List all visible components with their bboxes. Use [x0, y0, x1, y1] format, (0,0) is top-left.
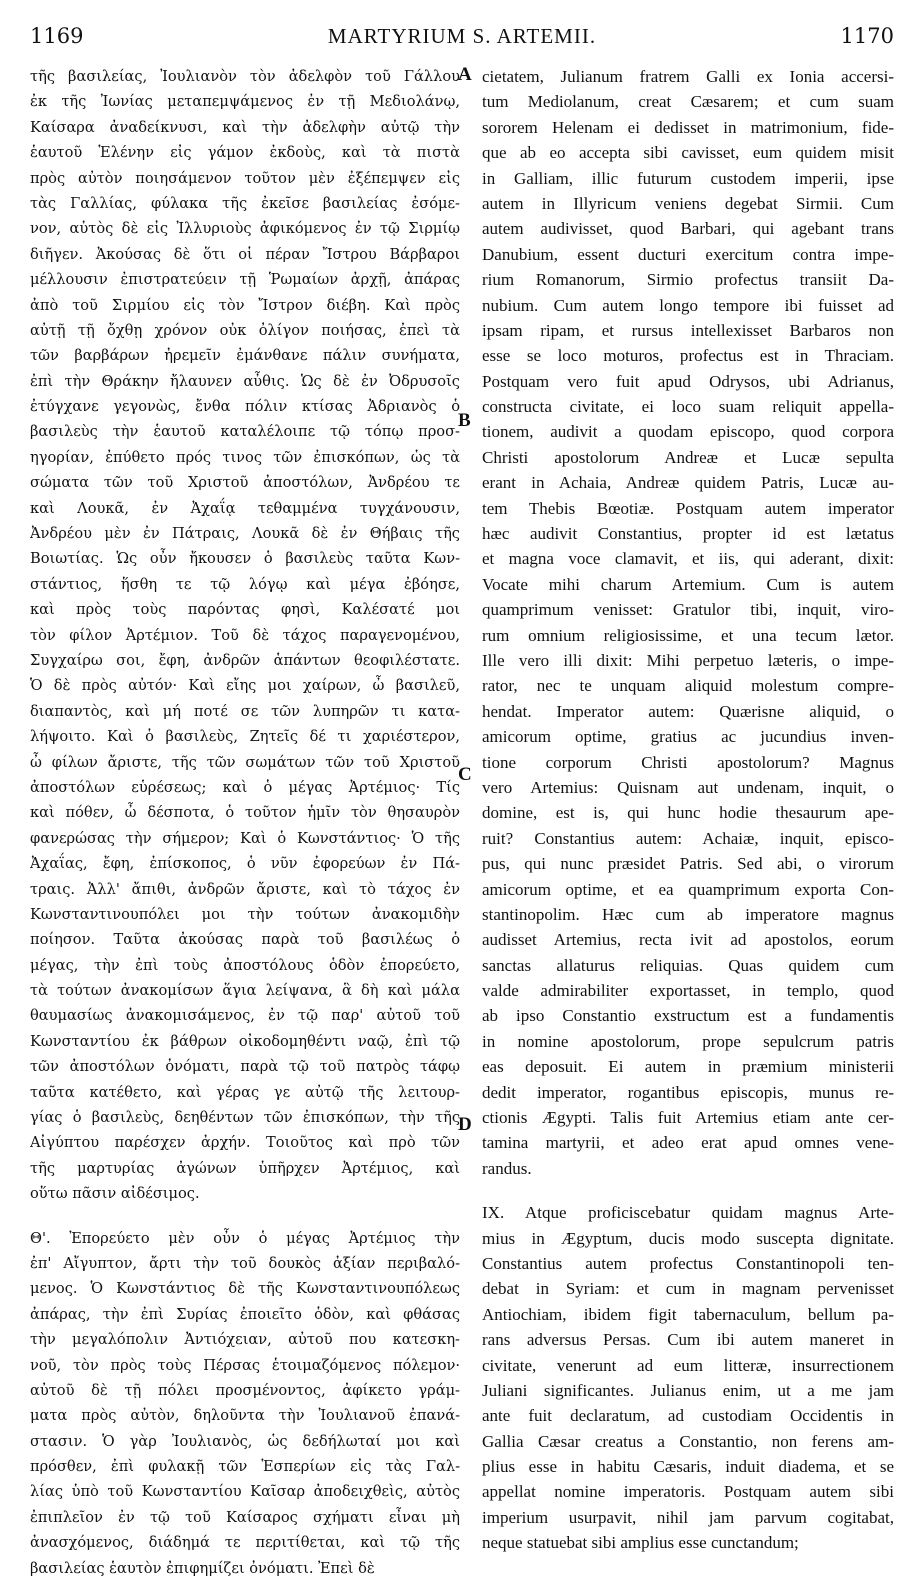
greek-text-line: θαυμασίως ἀνακομισάμενος, ἐν τῷ παρ' αὐτοῦ τοῦ [30, 1007, 460, 1025]
latin-text-line: amicorum optime, gratius ac jucundius inven- [482, 727, 894, 747]
latin-text-line: dedit imperator, rogantibus episcopis, munus re- [482, 1082, 894, 1102]
greek-text-line: ἐπ' Αἴγυπτον, ἄρτι τὴν τοῦ δουκὸς ἀξίαν περιβαλό- [30, 1254, 460, 1272]
greek-text-line: τῆς βασιλείας, Ἰουλιανὸν τὸν ἀδελφὸν τοῦ Γάλλου [30, 68, 460, 85]
greek-text-line: μέλλουσιν ἐπιστρατεύειν τῇ Ῥωμαίων ἀρχῇ, ἀπάρας [30, 271, 460, 289]
latin-text-line: Constantius autem profectus Constantinopoli ten- [482, 1253, 894, 1273]
latin-text-line: sororem Helenam ei dedisset in matrimonium, fide- [482, 117, 894, 137]
greek-text-line: ηγορίαν, ἐπύθετο πρός τινος τῶν ἐπισκόπων, ὡς τὰ [30, 448, 460, 466]
latin-text-line: rum omnium religiosissime, et una tecum lætor. [482, 625, 894, 645]
margin-marker-b: B [458, 410, 471, 431]
latin-text-line: Ille vero illi dixit: Mihi perpetuo læteris, o impe- [482, 650, 894, 670]
latin-text-line: eas deposuit. Ei autem in præmium ministerii [482, 1057, 894, 1077]
greek-text-line: μενος. Ὁ Κωνστάντιος δὲ τῆς Κωνσταντινουπόλεως [30, 1280, 460, 1298]
greek-text-line: νον, αὐτὸς δὲ εἰς Ἰλλυριοὺς ἀφικόμενος ἐν τῷ Σιρμίῳ [30, 220, 460, 238]
greek-text-line: Θ'. Ἐπορεύετο μὲν οὖν ὁ μέγας Ἀρτέμιος τὴν [30, 1229, 460, 1247]
greek-text-line: ὦ φίλων ἄριστε, τῆς τῶν σωμάτων τῶν τοῦ Χριστοῦ [30, 753, 460, 771]
latin-text-line: tamina martyrii, et adeo erat apud omnes vene- [482, 1133, 894, 1153]
latin-text-line: imperium usurpavit, nihil jam parvum cogitabat, [482, 1507, 894, 1527]
latin-text-line: randus. [482, 1158, 532, 1178]
greek-text-line: ἐπιπλεῖον ἐν τῷ τοῦ Καίσαρος σχήματι εἶναι μὴ [30, 1508, 460, 1526]
greek-text-line: ματα πρὸς αὐτὸν, δηλοῦντα τὴν Ἰουλιανοῦ ἐπανά- [30, 1407, 460, 1425]
greek-text-line: νοῦ, τὸν πρὸς τοὺς Πέρσας ἑτοιμαζόμενος πόλεμον· [30, 1356, 460, 1374]
greek-text-line: καὶ πόθεν, ὦ δέσποτα, ὁ τοῦτον ἡμῖν τὸν θησαυρὸν [30, 804, 460, 822]
greek-text-line: ἀπὸ τοῦ Σιρμίου εἰς τὸν Ἴστρον διέβη. Καὶ πρὸς [30, 296, 460, 314]
latin-text-line: tionem, audivit a quodam episcopo, quod corpora [482, 422, 894, 442]
latin-text-line: Vocate mihi charum Artemium. Cum is autem [482, 574, 894, 594]
greek-text-line: καὶ Λουκᾶ, ἐν Ἀχαΐᾳ τεθαμμένα τυγχάνουσιν, [30, 499, 460, 517]
latin-text-line: Juliani significantes. Julianus enim, ut a me jam [482, 1380, 894, 1400]
greek-text-line: διῆγεν. Ἀκούσας δὲ ὅτι οἱ πέραν Ἴστρου Βάρβαροι [30, 245, 460, 263]
paragraph-gap [482, 1181, 894, 1200]
greek-text-line: στάντιος, ἥσθη τε τῷ λόγῳ καὶ μέγα ἐβόησε, [30, 575, 460, 593]
greek-text-line: ἑαυτοῦ Ἑλένην εἰς γάμον ἐκδοὺς, καὶ τὰ πιστὰ [30, 144, 460, 162]
greek-text-line: τῶν βαρβάρων ἠρεμεῖν ἐμάνθανε πάλιν συνήματα, [30, 347, 460, 365]
greek-text-line: τῆς μαρτυρίας ἀγώνων ὑπῆρχεν Ἀρτέμιος, καὶ [30, 1159, 460, 1177]
greek-text-line: ἀνασχόμενος, διάδημά τε περιτίθεται, καὶ τῷ τῆς [30, 1534, 460, 1552]
latin-text-line: autem audivisset, quod Barbari, qui agebant trans [482, 219, 894, 239]
greek-text-line: Ἀνδρέου μὲν ἐν Πάτραις, Λουκᾶ δὲ ἐν Θήβαις τῆς [30, 525, 460, 543]
latin-text-line: ipsam ripam, et rursus intellexisset Barbaros non [482, 320, 894, 340]
latin-text-line: cietatem, Julianum fratrem Galli ex Ionia accersi- [482, 67, 894, 86]
latin-text-line: in Galliam, illic futurum custodem imperii, ipse [482, 168, 894, 188]
latin-text-line: hendat. Imperator autem: Quærisne aliquid, o [482, 701, 894, 721]
latin-text-line: rans adversus Persas. Cum ibi autem maneret in [482, 1330, 894, 1350]
latin-text-line: Gallia Cæsar creatus a Constantio, non ferens am- [482, 1431, 894, 1451]
greek-text-line: οὕτω πᾶσιν αἰδέσιμος. [30, 1185, 200, 1203]
latin-text-line: constructa civitate, ei loco suam reliquit appella- [482, 397, 894, 417]
greek-text-line: τραις. Ἀλλ' ἄπιθι, ἀνδρῶν ἄριστε, καὶ τὸ τάχος ἐν [30, 880, 460, 898]
greek-text-line: καὶ πρὸς τοὺς παρόντας φησὶ, Καλέσατέ μοι [30, 601, 460, 619]
greek-text-line: Αἰγύπτου παρέσχεν ἀρχήν. Τοιοῦτος καὶ πρὸ τῶν [30, 1134, 460, 1152]
greek-text-line: αὐτοῦ δὲ τῇ πόλει προσμένοντος, ἀφίκετο γράμ- [30, 1381, 460, 1399]
greek-text-line: μέγας, τὴν ἐπὶ τοὺς ἀποστόλους ὁδὸν ἐπορεύετο, [30, 956, 460, 974]
greek-text-line: φανερώσας τὴν σήμερον; Καὶ ὁ Κωνστάντιος· Ὁ τῆς [30, 829, 460, 847]
latin-text-line: que ab eo accepta sibi cavisset, eum quidem misit [482, 143, 894, 163]
latin-text-line: ab ipso Constantio exstructum est a fundamentis [482, 1006, 894, 1026]
greek-text-line: Ἀχαΐας, ἔφη, ἐπίσκοπος, ὁ νῦν ἐφορεύων ἐν Πά- [30, 855, 460, 873]
greek-text-line: Κωνσταντίου ἐκ βάθρων οἰκοδομηθέντι ναῷ, ἐπὶ τῷ [30, 1032, 460, 1050]
greek-text-line: Συγχαίρω σοι, ἔφη, ἀνδρῶν ἁπάντων θεοφιλέστατε. [30, 651, 460, 669]
greek-text-line: Ὁ δὲ πρὸς αὐτόν· Καὶ εἴης μοι χαίρων, ὦ βασιλεῦ, [30, 677, 460, 695]
latin-text-line: tem Thebis Bœotiæ. Postquam autem imperator [482, 498, 894, 518]
greek-text-line: τῶν ἀποστόλων ὀνόματι, παρὰ τῷ τοῦ πατρὸς τάφῳ [30, 1058, 460, 1076]
greek-text-line: βασιλείας ἑαυτὸν ἐπιφημίζει ὀνόματι. Ἐπεὶ δὲ [30, 1559, 375, 1577]
page-header [30, 24, 894, 58]
latin-text-line: tum Mediolanum, creat Cæsarem; et cum suam [482, 92, 894, 112]
latin-text-line: Antiochiam, ibidem figit tabernaculum, bellum pa- [482, 1304, 894, 1324]
latin-text-line: Postquam vero fuit apud Odrysos, ubi Adrianus, [482, 371, 894, 391]
greek-text-line: βασιλεὺς τὴν ἑαυτοῦ καταλέλοιπε τῷ τόπῳ προσ- [30, 423, 460, 441]
latin-text-line: et magna voce clamavit, et iis, qui aderant, dixit: [482, 549, 894, 569]
greek-text-line: Κωνσταντινουπόλει μοι τὴν τούτων ἀνακομιδὴν [30, 905, 460, 923]
margin-marker-a: A [458, 64, 472, 85]
greek-text-line: λίας ὑπὸ τοῦ Κωνσταντίου Καῖσαρ ἀποδειχθεὶς, αὐτὸς [30, 1483, 460, 1501]
greek-text-line: τὸν φίλον Ἀρτέμιον. Τοῦ δὲ τάχος παραγενομένου, [30, 626, 460, 644]
latin-text-line: hæc audivit Constantius, propter id est lætatus [482, 524, 894, 544]
latin-text-column [482, 64, 894, 1556]
greek-text-line: αὐτῇ τῇ ὄχθῃ χρόνον οὐκ ὀλίγον ποιήσας, ἐπεὶ τὰ [30, 321, 460, 339]
greek-text-line: Καίσαρα ἀναδείκνυσι, καὶ τὴν ἀδελφὴν αὐτῷ τὴν [30, 118, 460, 136]
greek-text-line: στασιν. Ὁ γὰρ Ἰουλιανὸς, ὡς δεδήλωταί μοι καὶ [30, 1432, 460, 1450]
latin-text-line: domine, est is, qui hunc hodie thesaurum ape- [482, 803, 894, 823]
greek-text-line: γίας ὁ βασιλεὺς, δεηθέντων τῶν ἐπισκόπων, τὴν τῆς [30, 1109, 460, 1127]
latin-text-line: autem in Illyricum veniens degebat Sirmii. Cum [482, 193, 894, 213]
margin-marker-c: C [458, 764, 472, 785]
latin-text-line: quamprimum venisset: Gratulor tibi, inquit, viro- [482, 600, 894, 620]
latin-text-line: stantinopolim. Hæc cum ab imperatore magnus [482, 904, 894, 924]
latin-text-line: ctionis Ægypti. Talis fuit Artemius etiam ante cer- [482, 1108, 894, 1128]
greek-text-column [30, 64, 460, 1581]
greek-text-line: λήψοιτο. Καὶ ὁ βασιλεὺς, Ζητεῖς δέ τι χαριέστερον, [30, 728, 460, 746]
greek-text-line: Βοιωτίας. Ὡς οὖν ἤκουσεν ὁ βασιλεὺς ταῦτα Κων- [30, 550, 460, 568]
latin-text-line: vero Artemius: Quisnam aut undenam, inquit, o [482, 777, 894, 797]
latin-text-line: neque statuebat sibi amplius esse cunctandum; [482, 1533, 799, 1553]
latin-text-line: ante fuit declaratum, ad custodiam Occidentis in [482, 1406, 894, 1426]
latin-text-line: valde admirabiliter exportasset, in templo, quod [482, 981, 894, 1001]
margin-marker-d: D [458, 1114, 472, 1135]
running-title: MARTYRIUM S. ARTEMII. [327, 24, 597, 48]
latin-text-line: rator, nec te unquam aliquid molestum compre- [482, 676, 894, 696]
latin-text-line: erant in Achaia, Andreæ quidem Patris, Lucæ au- [482, 473, 894, 493]
latin-text-line: mius in Ægyptum, ducis modo suscepta dignitate. [482, 1228, 894, 1248]
latin-text-line: amicorum optime, et ea quamprimum exporta Con- [482, 879, 894, 899]
page-number-right: 1170 [840, 24, 894, 48]
latin-text-line: tione corporum Christi apostolorum? Magnus [482, 752, 894, 772]
greek-text-line: ἀπάρας, τὴν ἐπὶ Συρίας ἐποιεῖτο ὁδὸν, καὶ φθάσας [30, 1305, 460, 1323]
latin-text-line: civitate, venerunt ad eum litteræ, insurrectionem [482, 1355, 894, 1375]
greek-text-line: πρὸς αὐτὸν ποιησάμενον τοῦτον μὲν ἐξέπεμψεν εἰς [30, 169, 460, 187]
latin-text-line: appellat nomine imperatoris. Postquam autem sibi [482, 1482, 894, 1502]
greek-text-line: ἐτύγχανε γεγονὼς, ἔνθα πόλιν κτίσας Ἀδριανὸς ὁ [30, 398, 460, 416]
greek-text-line: ἀποστόλων εὑρέσεως; καὶ ὁ μέγας Ἀρτέμιος· Τίς [30, 778, 460, 796]
latin-text-line: audisset Artemius, recta ivit ad apostolos, eorum [482, 930, 894, 950]
latin-text-line: IX. Atque proficiscebatur quidam magnus Arte- [482, 1203, 894, 1223]
latin-text-line: pus, qui nunc præsidet Patris. Sed abi, o virorum [482, 854, 894, 874]
greek-text-line: τὰ τούτων ἀνακομίσων ἅγια λείψανα, ἃ δὴ καὶ μάλα [30, 982, 460, 1000]
greek-text-line: ποίησον. Ταῦτα ἀκούσας παρὰ τοῦ βασιλέως ὁ [30, 931, 460, 949]
greek-text-line: σώματα τῶν τοῦ Χριστοῦ ἀποστόλων, Ἀνδρέου τε [30, 474, 460, 492]
latin-text-line: debat in Syriam: et cum in magnam pervenisset [482, 1279, 894, 1299]
greek-text-line: ἐκ τῆς Ἰωνίας μεταπεμψάμενος ἐν τῇ Μεδιολάνῳ, [30, 93, 460, 111]
latin-text-line: ruit? Constantius autem: Achaiæ, inquit, episco- [482, 828, 894, 848]
latin-text-line: Christi apostolorum Andreæ et Lucæ sepulta [482, 447, 894, 467]
latin-text-line: in nomine apostolorum, prope sepulcrum patris [482, 1031, 894, 1051]
latin-text-line: Danubium, essent ducturi exercitum contra impe- [482, 244, 894, 264]
latin-text-line: rium Romanorum, Sirmio profectus transiit Da- [482, 270, 894, 290]
paragraph-gap [30, 1207, 460, 1226]
greek-text-line: πρόσθεν, ἐπὶ φυλακῇ τῶν Ἑσπερίων εἰς τὰς Γαλ- [30, 1458, 460, 1476]
latin-text-line: plius esse in habitu Cæsaris, induit diadema, et se [482, 1457, 894, 1477]
page-number-left: 1169 [30, 24, 84, 48]
greek-text-line: τὴν μεγαλόπολιν Ἀντιόχειαν, αὐτοῦ που κατεσκη- [30, 1331, 460, 1349]
greek-text-line: ταῦτα κατέθετο, καὶ γέρας γε αὐτῷ τῆς λειτουρ- [30, 1083, 460, 1101]
greek-text-line: διαπαντὸς, καὶ μή ποτέ σε τῶν λυπηρῶν τι κατα- [30, 702, 460, 720]
greek-text-line: ἐπὶ τὴν Θράκην ἤλαυνεν αὖθις. Ὡς δὲ ἐν Ὀδρυσοῖς [30, 372, 460, 390]
latin-text-line: esse se loco moturos, profectus est in Thraciam. [482, 346, 894, 366]
latin-text-line: sanctas allaturus reliquias. Quas quidem cum [482, 955, 894, 975]
latin-text-line: nubium. Cum autem longo tempore ibi fuisset ad [482, 295, 894, 315]
greek-text-line: τὰς Γαλλίας, φύλακα τῆς ἐκεῖσε βασιλείας ἐσόμε- [30, 194, 460, 212]
